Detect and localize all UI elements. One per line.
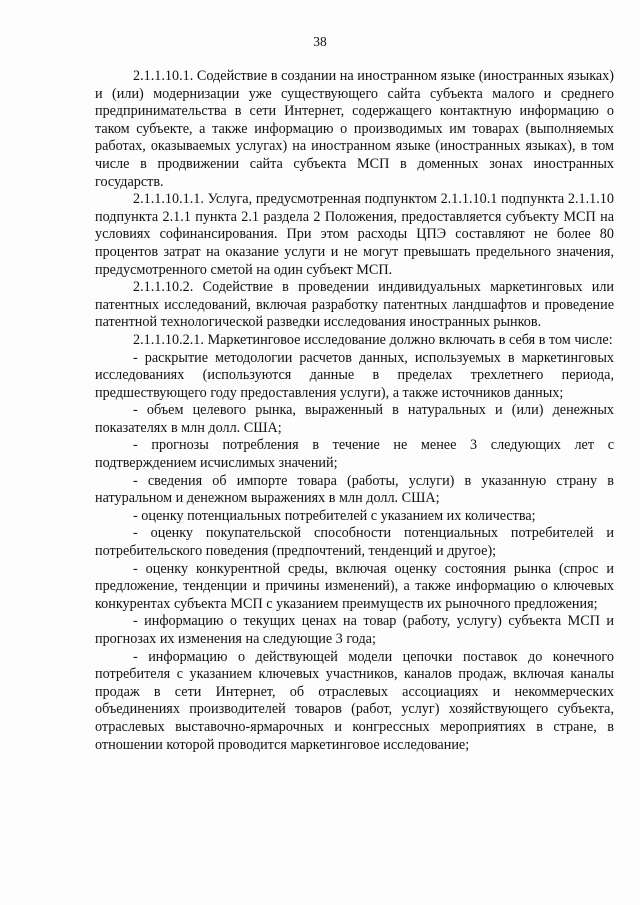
paragraph-2-1-1-10-1-1: 2.1.1.10.1.1. Услуга, предусмотренная подпунктом 2.1.1.10.1 подпункта 2.1.1.10 подпункта 2.1.1 пункта 2.1 раздела 2 Положения, предоставляется субъекту МСП на условиях софинансирования. При этом расходы ЦПЭ составляют не более 80 процентов затрат на оказание услуги и не могут превышать предельного значения, предусмотренного сметой на один субъект МСП. <box>95 191 614 278</box>
list-item: - объем целевого рынка, выраженный в натуральных и (или) денежных показателях в млн долл. США; <box>95 402 614 436</box>
document-body <box>95 68 614 754</box>
list-item: - информацию о действующей модели цепочки поставок до конечного потребителя с указанием ключевых участников, каналов продаж, включая каналы продаж в сети Интернет, об отраслевых ассоциациях и некоммерческих объединениях производителей товаров (работ, услуг) хозяйствующего субъекта, отраслевых выставочно-ярмарочных и конгрессных мероприятиях в стране, в отношении которой проводится маркетинговое исследование; <box>95 648 614 753</box>
list-item: - информацию о текущих ценах на товар (работу, услугу) субъекта МСП и прогнозах их изменения на следующие 3 года; <box>95 613 614 647</box>
list-item: - оценку конкурентной среды, включая оценку состояния рынка (спрос и предложение, тенденции и причины изменений), а также информацию о ключевых конкурентах субъекта МСП с указанием преимуществ их рыночного предложения; <box>95 560 614 612</box>
page-number: 38 <box>313 34 327 49</box>
list-item: - оценку покупательской способности потенциальных потребителей и потребительского поведения (предпочтений, тенденций и другое); <box>95 525 614 560</box>
list-item: - прогнозы потребления в течение не менее 3 следующих лет с подтверждением исчислимых значений; <box>95 437 614 472</box>
paragraph-2-1-1-10-1: 2.1.1.10.1. Содействие в создании на иностранном языке (иностранных языках) и (или) модернизации уже существующего сайта субъекта малого и среднего предпринимательства в сети Интернет, содержащего контактную информацию о таком субъекте, а также информацию о производимых им товарах (выполняемых работах, оказываемых услугах) на иностранном языке (иностранных языках), в том числе в продвижении сайта субъекта МСП в доменных зонах иностранных государств. <box>95 68 614 190</box>
paragraph-2-1-1-10-2: 2.1.1.10.2. Содействие в проведении индивидуальных маркетинговых или патентных исследований, включая разработку патентных ландшафтов и проведение патентной технологической разведки исследования иностранных рынков. <box>95 279 614 331</box>
list-item: - оценку потенциальных потребителей с указанием их количества; <box>133 507 536 524</box>
paragraph-2-1-1-10-2-1: 2.1.1.10.2.1. Маркетинговое исследование должно включать в себя в том числе: <box>133 331 613 348</box>
list-item: - сведения об импорте товара (работы, услуги) в указанную страну в натуральном и денежном выражениях в млн долл. США; <box>95 472 614 507</box>
list-item: - раскрытие методологии расчетов данных, используемых в маркетинговых исследованиях (используются данные в пределах трехлетнего периода, предшествующего году предоставления услуги), а также источников данных; <box>95 349 614 401</box>
